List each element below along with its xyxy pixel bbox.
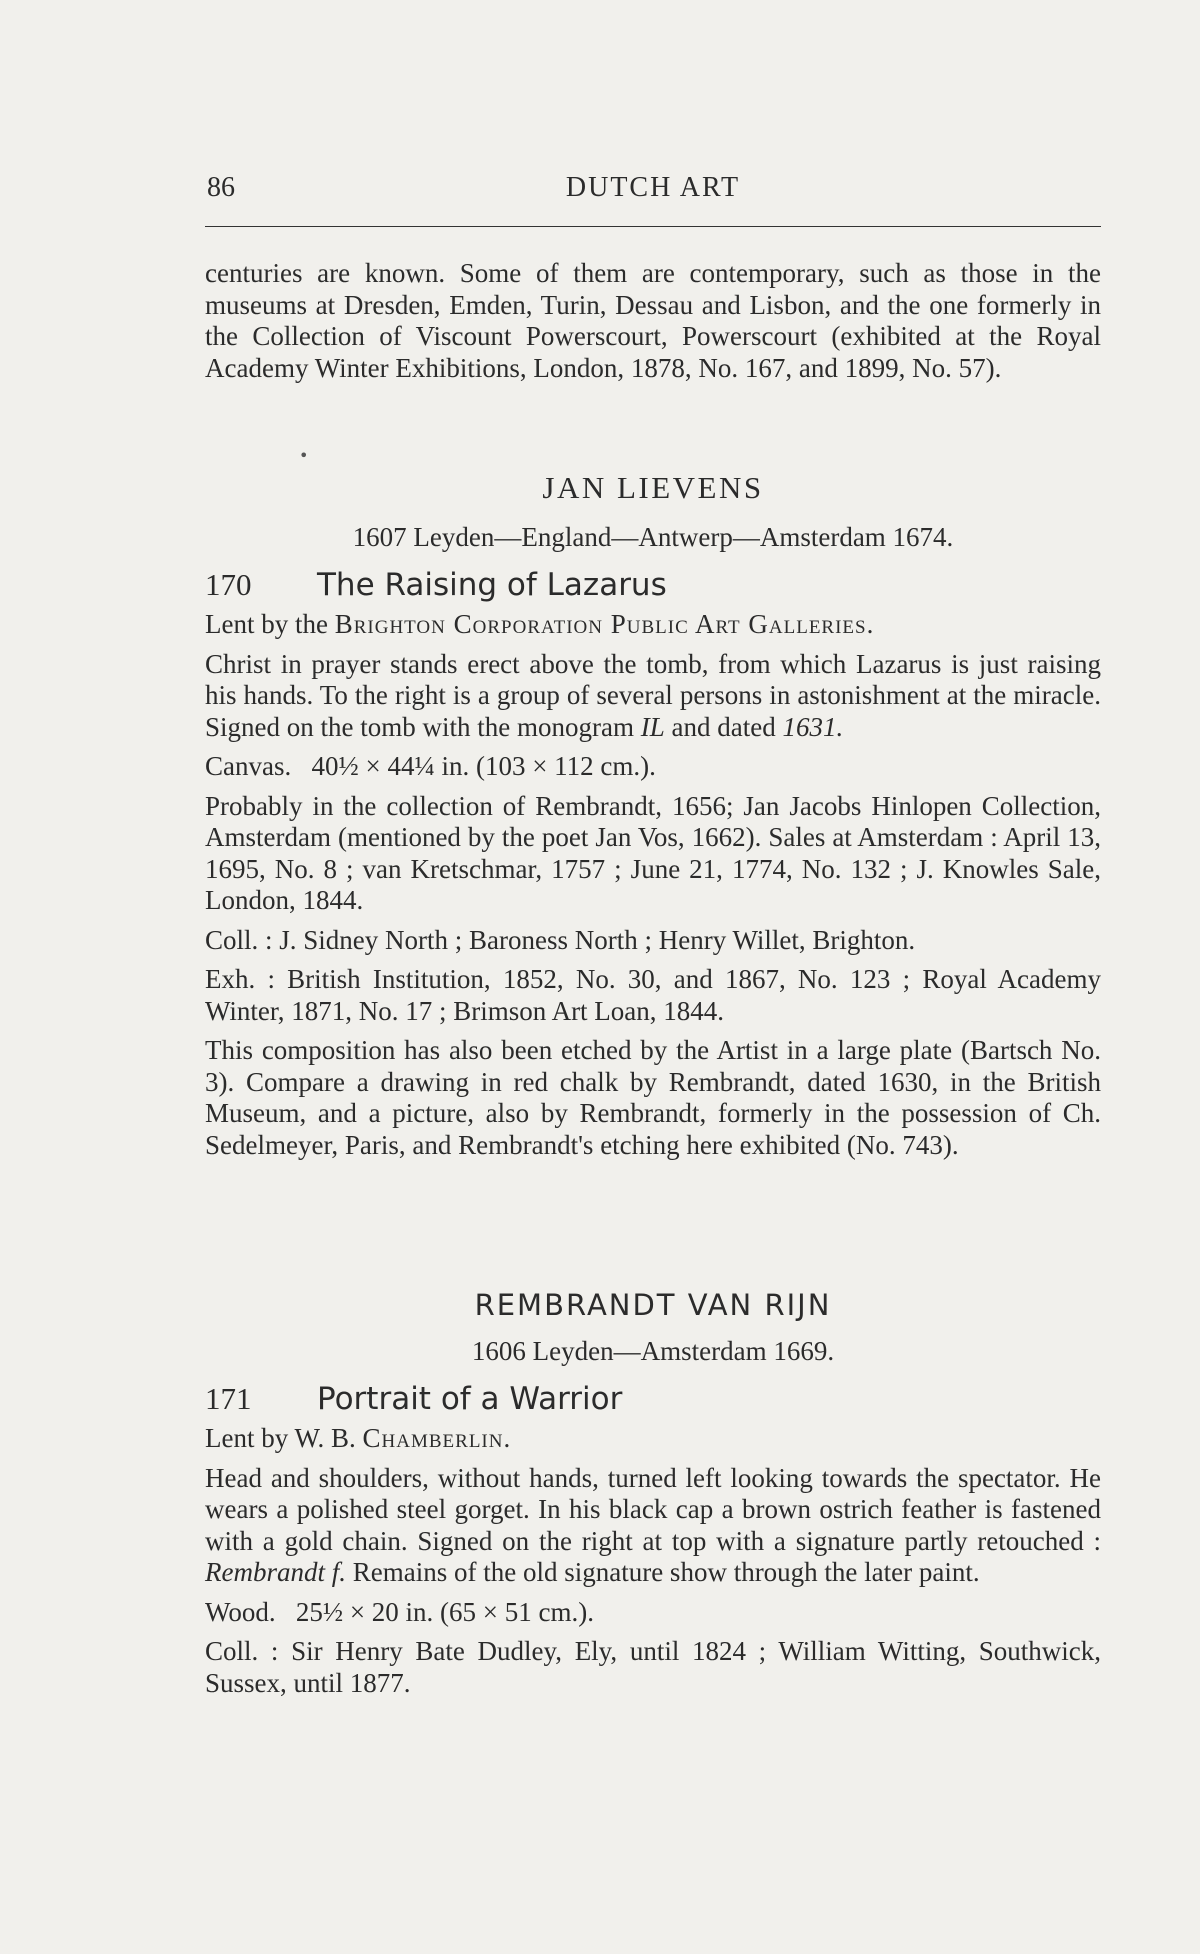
lent-prefix: Lent by the xyxy=(205,609,328,639)
artist-lifespan: 1606 Leyden—Amsterdam 1669. xyxy=(471,1336,835,1366)
entry-number: 171 xyxy=(205,1381,252,1416)
dimensions: 25½ × 20 in. (65 × 51 cm.). xyxy=(295,1596,595,1627)
intro-paragraph-block xyxy=(205,258,1101,384)
collections: Coll. : Sir Henry Bate Dudley, Ely, until 1824 ; William Witting, Southwick, Sussex, until 1877. xyxy=(205,1636,1101,1698)
entry-170-title xyxy=(205,567,1101,603)
artist-heading: JAN LIEVENS xyxy=(542,470,764,505)
monogram-text: IL xyxy=(640,711,665,742)
section-jan-lievens xyxy=(205,470,1101,1161)
page-number: 86 xyxy=(207,172,235,203)
entry-171-title xyxy=(205,1381,1101,1417)
lent-prefix: Lent by W. B. xyxy=(205,1423,356,1453)
provenance: Probably in the collection of Rembrandt, 1656; Jan Jacobs Hinlopen Collection, Amsterdam (mentioned by the poet Jan Vos, 1662). Sales at Amsterdam : April 13, 1695, No. 8 ; van Kretschmar, 1757 ; June 21, 1774, No. 132 ; J. Knowles Sale, London, 1844. xyxy=(205,790,1101,915)
entry-note: This composition has also been etched by the Artist in a large plate (Bartsch No. 3). Compare a drawing in red chalk by Rembrandt, dated 1630, in the British Museum, and a picture, also by Rembrandt, formerly in the possession of Ch. Sedelmeyer, Paris, and Rembrandt's etching here exhibited (No. 743). xyxy=(205,1035,1101,1160)
entry-description xyxy=(205,649,1101,744)
collections: Coll. : J. Sidney North ; Baroness North ; Henry Willet, Brighton. xyxy=(205,924,916,955)
artist-heading: REMBRANDT VAN RIJN xyxy=(474,1288,832,1322)
lent-by-line xyxy=(205,1423,1101,1455)
intro-paragraph: centuries are known. Some of them are contemporary, such as those in the museums at Dresden, Emden, Turin, Dessau and Lisbon, and the one formerly in the Collection of Viscount Powerscourt, Powerscourt (exhibited at the Royal Academy Winter Exhibitions, London, 1878, No. 167, and 1899, No. 57). xyxy=(205,258,1101,383)
description-mid: and dated xyxy=(671,711,776,742)
description-text: Christ in prayer stands erect above the tomb, from which Lazarus is just raising his hands. To the right is a group of several persons in astonishment at the miracle. Signed on the tomb with the monogram xyxy=(205,648,1101,742)
entry-number: 170 xyxy=(205,567,252,602)
entry-title: Portrait of a Warrior xyxy=(317,1381,623,1417)
artist-lifespan: 1607 Leyden—England—Antwerp—Amsterdam 1674. xyxy=(352,522,954,552)
medium: Wood. xyxy=(205,1596,276,1627)
section-rembrandt xyxy=(205,1288,1101,1699)
signature-text: Rembrandt f. xyxy=(205,1557,346,1587)
medium-line xyxy=(205,751,1101,783)
lender-name: Brighton Corporation Public Art Galleries. xyxy=(334,609,875,639)
exhibitions: Exh. : British Institution, 1852, No. 30, and 1867, No. 123 ; Royal Academy Winter, 1871, No. 17 ; Brimson Art Loan, 1844. xyxy=(205,964,1101,1026)
signed-date: 1631. xyxy=(782,711,844,742)
lent-by-line xyxy=(205,609,1101,641)
entry-description xyxy=(205,1463,1101,1589)
description-end: Remains of the old signature show through the later paint. xyxy=(352,1557,980,1587)
medium: Canvas. xyxy=(205,751,292,781)
stray-dot: • xyxy=(299,446,309,465)
running-title: DUTCH ART xyxy=(565,172,741,203)
description-text: Head and shoulders, without hands, turned left looking towards the spectator. He wears a polished steel gorget. In his black cap a brown ostrich feather is fastened with a gold chain. Signed on the right at top with a signature partly retouched : xyxy=(205,1462,1101,1556)
header-rule xyxy=(205,226,1101,227)
entry-title: The Raising of Lazarus xyxy=(317,567,667,603)
medium-line xyxy=(205,1597,1101,1629)
dimensions: 40½ × 44¼ in. (103 × 112 cm.). xyxy=(311,751,656,781)
page-header xyxy=(205,172,1101,208)
lender-name: Chamberlin. xyxy=(362,1423,512,1453)
